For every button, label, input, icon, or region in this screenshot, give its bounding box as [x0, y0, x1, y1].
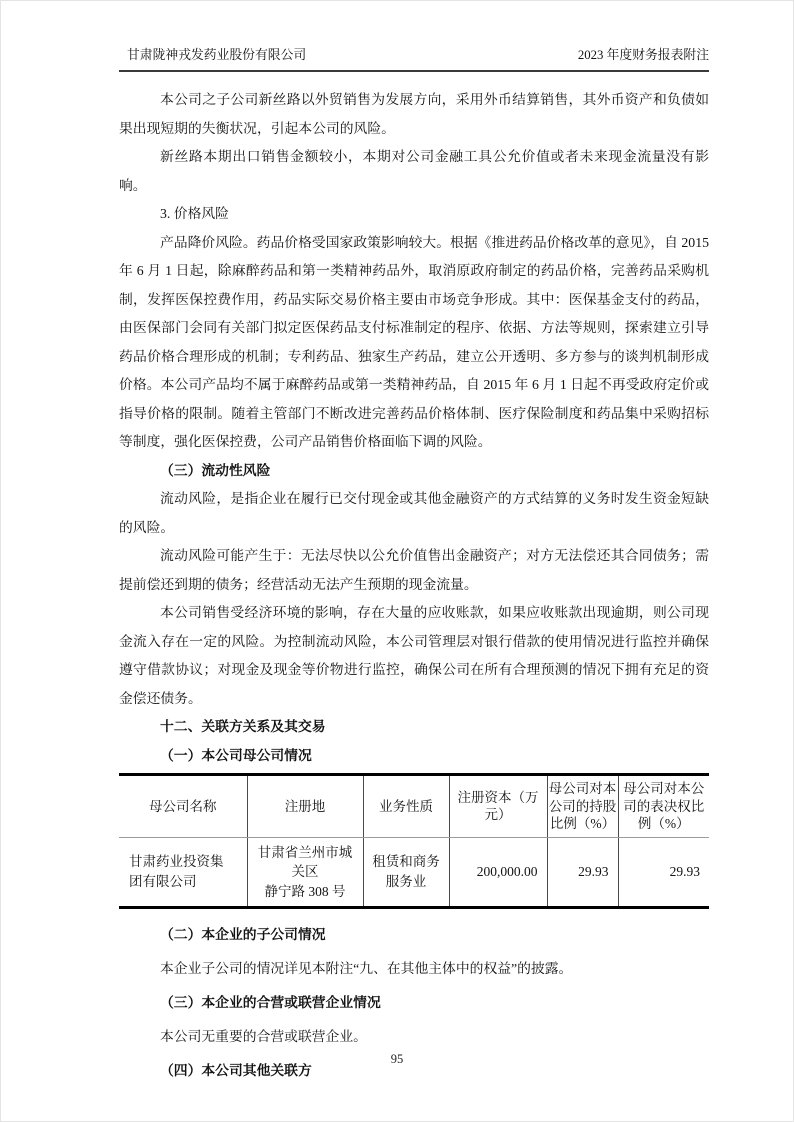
col-header-registered-place: 注册地 [247, 775, 363, 838]
col-header-parent-name: 母公司名称 [119, 775, 247, 838]
col-header-registered-capital: 注册资本（万元） [449, 775, 547, 838]
page-number: 95 [390, 1052, 404, 1066]
col-header-voting-ratio: 母公司对本公司的表决权比例（%） [618, 775, 709, 838]
paragraph-liquidity-1: 流动风险，是指企业在履行已交付现金或其他金融资产的方式结算的义务时发生资金短缺的风险。 [119, 491, 709, 535]
heading-subsidiaries: （二）本企业的子公司情况 [160, 927, 326, 942]
table-header-row [119, 775, 709, 838]
paragraph-liquidity-2: 流动风险可能产生于：无法尽快以公允价值售出金融资产；对方无法偿还其合同债务；需提前偿还到期的债务；经营活动无法产生预期的现金流量。 [119, 548, 709, 592]
col-header-business-nature: 业务性质 [363, 775, 449, 838]
document-body [119, 86, 709, 1088]
cell-registered-capital: 200,000.00 [449, 837, 547, 908]
heading-liquidity-risk: （三）流动性风险 [160, 462, 271, 478]
paragraph-fx-risk-2: 新丝路本期出口销售金额较小，本期对公司金融工具公允价值或者未来现金流量没有影响。 [119, 149, 709, 193]
cell-business-nature: 租赁和商务服务业 [363, 837, 449, 908]
cell-voting-ratio: 29.93 [618, 837, 709, 908]
header-doc-title: 2023 年度财务报表附注 [577, 48, 709, 62]
cell-shareholding-ratio: 29.93 [547, 837, 618, 908]
cell-parent-name: 甘肃药业投资集团有限公司 [129, 854, 224, 889]
heading-other-related-parties: （四）本公司其他关联方 [160, 1063, 312, 1078]
paragraph-fx-risk-1: 本公司之子公司新丝路以外贸销售为发展方向，采用外币结算销售，其外币资产和负债如果出现短期的失衡状况，引起本公司的风险。 [119, 92, 709, 136]
heading-related-party-section: 十二、关联方关系及其交易 [160, 719, 326, 734]
heading-price-risk: 3. 价格风险 [160, 206, 229, 221]
heading-parent-company: （一）本公司母公司情况 [160, 747, 312, 763]
parent-company-table [119, 773, 709, 909]
paragraph-liquidity-3: 本公司销售受经济环境的影响，存在大量的应收账款，如果应收账款出现逾期，则公司现金流入存在一定的风险。为控制流动风险，本公司管理层对银行借款的使用情况进行监控并确保遵守借款协议；对现金及现金等价物进行监控，确保公司在所有合理预测的情况下拥有充足的资金偿还债务。 [119, 605, 709, 706]
page-header [119, 47, 709, 72]
cell-registered-place [247, 837, 363, 908]
col-header-shareholding-ratio: 母公司对本公司的持股比例（%） [547, 775, 618, 838]
paragraph-subsidiaries: 本企业子公司的情况详见本附注“九、在其他主体中的权益”的披露。 [160, 961, 573, 976]
table-row [119, 837, 709, 908]
paragraph-joint-ventures: 本公司无重要的合营或联营企业。 [160, 1029, 367, 1044]
heading-joint-ventures: （三）本企业的合营或联营企业情况 [160, 995, 381, 1010]
registered-place-line2: 静宁路 308 号 [264, 883, 346, 899]
header-company-name: 甘肃陇神戎发药业股份有限公司 [127, 48, 307, 62]
registered-place-line1: 甘肃省兰州市城关区 [257, 844, 353, 879]
paragraph-price-risk: 产品降价风险。药品价格受国家政策影响较大。根据《推进药品价格改革的意见》，自 2015 年 6 月 1 日起，除麻醉药品和第一类精神药品外，取消原政府制定的药品价格，完善药品采购机制，发挥医保控费作用，药品实际交易价格主要由市场竞争形成。其中：医保基金支付的药品，由医保部门会同有关部门拟定医保药品支付标准制定的程序、依据、方法等规则，探索建立引导药品价格合理形成的机制；专利药品、独家生产药品，建立公开透明、多方参与的谈判机制形成价格。本公司产品均不属于麻醉药品或第一类精神药品，自 2015 年 6 月 1 日起不再受政府定价或指导价格的限制。随着主管部门不断改进完善药品价格体制、医疗保险制度和药品集中采购招标等制度，强化医保控费，公司产品销售价格面临下调的风险。 [119, 234, 709, 449]
page-content-area [1, 1, 793, 1088]
